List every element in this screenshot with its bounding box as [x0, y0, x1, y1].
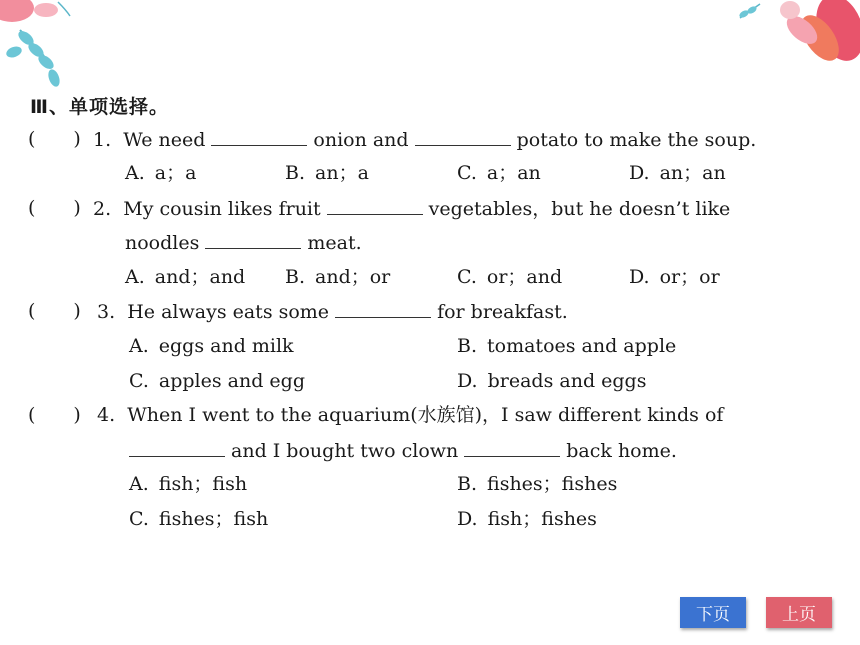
answer-bracket[interactable]: ( )	[28, 300, 81, 322]
question-text-cont: noodles meat.	[125, 232, 362, 254]
option-b: B. fishes；fishes	[457, 473, 618, 495]
option-a: A. eggs and milk	[129, 335, 294, 357]
answer-bracket[interactable]: ( )	[28, 404, 81, 426]
blank-line	[464, 438, 560, 457]
option-c: C. apples and egg	[129, 370, 306, 392]
option-b: B. an；a	[285, 162, 369, 184]
floral-decoration-icon	[0, 0, 110, 95]
option-b: B. tomatoes and apple	[457, 335, 677, 357]
blank-line	[211, 127, 307, 146]
blank-line	[327, 196, 423, 215]
section-title: Ⅲ、单项选择。	[30, 96, 169, 118]
floral-decoration-icon	[730, 0, 860, 80]
question-text: 3. He always eats some for breakfast.	[97, 301, 568, 323]
next-page-button[interactable]: 下页	[680, 597, 746, 628]
option-b: B. and；or	[285, 266, 391, 288]
blank-line	[129, 438, 225, 457]
option-a: A. a；a	[125, 162, 197, 184]
option-a: A. fish；fish	[129, 473, 248, 495]
answer-bracket[interactable]: ( )	[28, 128, 81, 150]
option-d: D. fish；fishes	[457, 508, 597, 530]
previous-page-button[interactable]: 上页	[766, 597, 832, 628]
blank-line	[415, 127, 511, 146]
blank-line	[335, 299, 431, 318]
option-d: D. breads and eggs	[457, 370, 647, 392]
blank-line	[205, 230, 301, 249]
question-text: 4. When I went to the aquarium(水族馆)，I saw different kinds of	[97, 404, 724, 426]
option-c: C. a；an	[457, 162, 541, 184]
option-d: D. or；or	[629, 266, 720, 288]
option-d: D. an；an	[629, 162, 726, 184]
question-text-cont: and I bought two clown back home.	[129, 438, 677, 463]
option-c: C. or；and	[457, 266, 563, 288]
question-text: 1. We need onion and potato to make the soup.	[93, 129, 757, 151]
option-c: C. fishes；fish	[129, 508, 269, 530]
answer-bracket[interactable]: ( )	[28, 197, 81, 219]
option-a: A. and；and	[125, 266, 246, 288]
question-text: 2. My cousin likes fruit vegetables，but he doesn’t like	[93, 198, 731, 220]
